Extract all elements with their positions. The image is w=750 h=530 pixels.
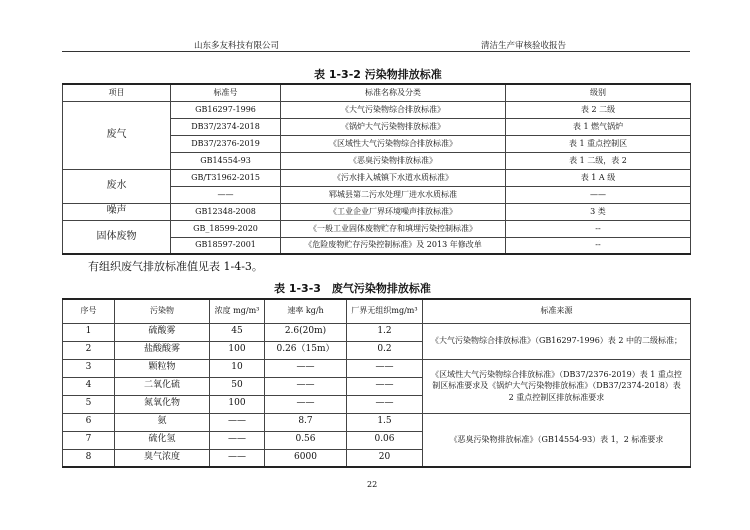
concentration-value: 50 xyxy=(210,377,265,395)
concentration-value: 100 xyxy=(210,341,265,359)
boundary-value: —— xyxy=(347,377,423,395)
table-row xyxy=(63,169,691,186)
concentration-value: 100 xyxy=(210,395,265,413)
boundary-value: —— xyxy=(347,359,423,377)
standard-level: 表 1 重点控制区 xyxy=(506,135,691,152)
boundary-value: 1.5 xyxy=(347,413,423,431)
table1-title: 表 1-3-2 污染物排放标准 xyxy=(314,68,442,81)
pollutant-name: 二氧化硫 xyxy=(115,377,210,395)
standard-code: DB37/2376-2019 xyxy=(171,135,281,152)
pollutant-name: 臭气浓度 xyxy=(115,449,210,467)
column-header: 标准号 xyxy=(171,84,281,101)
standard-code: GB/T31962-2015 xyxy=(171,169,281,186)
column-header: 厂界无组织mg/m³ xyxy=(347,299,423,323)
standard-level: 表 1 A 级 xyxy=(506,169,691,186)
rate-value: 8.7 xyxy=(265,413,347,431)
header-report-title: 清洁生产审核验收报告 xyxy=(481,41,567,51)
rate-value: 2.6(20m) xyxy=(265,323,347,341)
pollutant-standards-table xyxy=(62,83,691,255)
standard-level: 表 1 二级，表 2 xyxy=(506,152,691,169)
table-row xyxy=(63,359,691,377)
body-paragraph: 有组织废气排放标准值见表 1-4-3。 xyxy=(88,260,263,273)
standard-name: 《区域性大气污染物综合排放标准》 xyxy=(281,135,506,152)
boundary-value: 0.2 xyxy=(347,341,423,359)
table-row xyxy=(63,323,691,341)
row-seq: 2 xyxy=(63,341,115,359)
standard-code: DB37/2374-2018 xyxy=(171,118,281,135)
standard-code: GB16297-1996 xyxy=(171,101,281,118)
concentration-value: —— xyxy=(210,431,265,449)
standard-name: 《大气污染物综合排放标准》 xyxy=(281,101,506,118)
column-header: 污染物 xyxy=(115,299,210,323)
standard-name: 《一般工业固体废物贮存和填埋污染控制标准》 xyxy=(281,220,506,237)
pollutant-name: 颗粒物 xyxy=(115,359,210,377)
boundary-value: —— xyxy=(347,395,423,413)
standard-source: 《恶臭污染物排放标准》（GB14554-93）表 1，2 标准要求 xyxy=(423,413,691,467)
rate-value: —— xyxy=(265,395,347,413)
header-company: 山东多友科技有限公司 xyxy=(194,41,280,51)
table-row xyxy=(63,101,691,118)
row-seq: 3 xyxy=(63,359,115,377)
standard-code: GB18597-2001 xyxy=(171,237,281,254)
category-cell: 固体废物 xyxy=(63,220,171,254)
row-seq: 7 xyxy=(63,431,115,449)
table-header-row xyxy=(63,84,691,101)
standard-level: 表 2 二级 xyxy=(506,101,691,118)
standard-name: 《工业企业厂界环境噪声排放标准》 xyxy=(281,203,506,220)
standard-code: GB_18599-2020 xyxy=(171,220,281,237)
standard-name: 《危险废物贮存污染控制标准》及 2013 年修改单 xyxy=(281,237,506,254)
row-seq: 6 xyxy=(63,413,115,431)
category-cell: 噪声 xyxy=(63,203,171,220)
page-number: 22 xyxy=(367,480,378,489)
column-header: 标准来源 xyxy=(423,299,691,323)
pollutant-name: 硫酸雾 xyxy=(115,323,210,341)
standard-name: 《恶臭污染物排放标准》 xyxy=(281,152,506,169)
standard-source: 《大气污染物综合排放标准》（GB16297-1996）表 2 中的二级标准； xyxy=(423,323,691,359)
standard-level: -- xyxy=(506,237,691,254)
table-header-row xyxy=(63,299,691,323)
row-seq: 8 xyxy=(63,449,115,467)
category-cell: 废水 xyxy=(63,169,171,203)
boundary-value: 20 xyxy=(347,449,423,467)
category-cell: 废气 xyxy=(63,101,171,169)
standard-code: GB12348-2008 xyxy=(171,203,281,220)
concentration-value: 45 xyxy=(210,323,265,341)
pollutant-name: 氨 xyxy=(115,413,210,431)
column-header: 标准名称及分类 xyxy=(281,84,506,101)
rate-value: 0.56 xyxy=(265,431,347,449)
row-seq: 1 xyxy=(63,323,115,341)
standard-name: 《污水排入城镇下水道水质标准》 xyxy=(281,169,506,186)
concentration-value: —— xyxy=(210,449,265,467)
table-row xyxy=(63,413,691,431)
standard-level: —— xyxy=(506,186,691,203)
standard-code: GB14554-93 xyxy=(171,152,281,169)
standard-level: 3 类 xyxy=(506,203,691,220)
pollutant-name: 盐酸酸雾 xyxy=(115,341,210,359)
standard-level: 表 1 燃气锅炉 xyxy=(506,118,691,135)
column-header: 项目 xyxy=(63,84,171,101)
standard-code: —— xyxy=(171,186,281,203)
column-header: 序号 xyxy=(63,299,115,323)
column-header: 级别 xyxy=(506,84,691,101)
concentration-value: 10 xyxy=(210,359,265,377)
standard-name: 郓城县第二污水处理厂进水水质标准 xyxy=(281,186,506,203)
row-seq: 4 xyxy=(63,377,115,395)
standard-source: 《区域性大气污染物综合排放标准》（DB37/2376-2019）表 1 重点控制区标准要求及《锅炉大气污染物排放标准》（DB37/2374-2018）表 2 重点控制区排放标准要求 xyxy=(423,359,691,413)
rate-value: 0.26（15m） xyxy=(265,341,347,359)
exhaust-standards-table xyxy=(62,298,691,468)
column-header: 速率 kg/h xyxy=(265,299,347,323)
table-row xyxy=(63,203,691,220)
header-divider xyxy=(62,51,690,52)
rate-value: —— xyxy=(265,377,347,395)
row-seq: 5 xyxy=(63,395,115,413)
boundary-value: 1.2 xyxy=(347,323,423,341)
pollutant-name: 硫化氢 xyxy=(115,431,210,449)
table-row xyxy=(63,220,691,237)
standard-name: 《锅炉大气污染物排放标准》 xyxy=(281,118,506,135)
column-header: 浓度 mg/m³ xyxy=(210,299,265,323)
table2-title: 表 1-3-3 废气污染物排放标准 xyxy=(274,282,431,295)
rate-value: —— xyxy=(265,359,347,377)
rate-value: 6000 xyxy=(265,449,347,467)
concentration-value: —— xyxy=(210,413,265,431)
standard-level: -- xyxy=(506,220,691,237)
pollutant-name: 氮氧化物 xyxy=(115,395,210,413)
boundary-value: 0.06 xyxy=(347,431,423,449)
